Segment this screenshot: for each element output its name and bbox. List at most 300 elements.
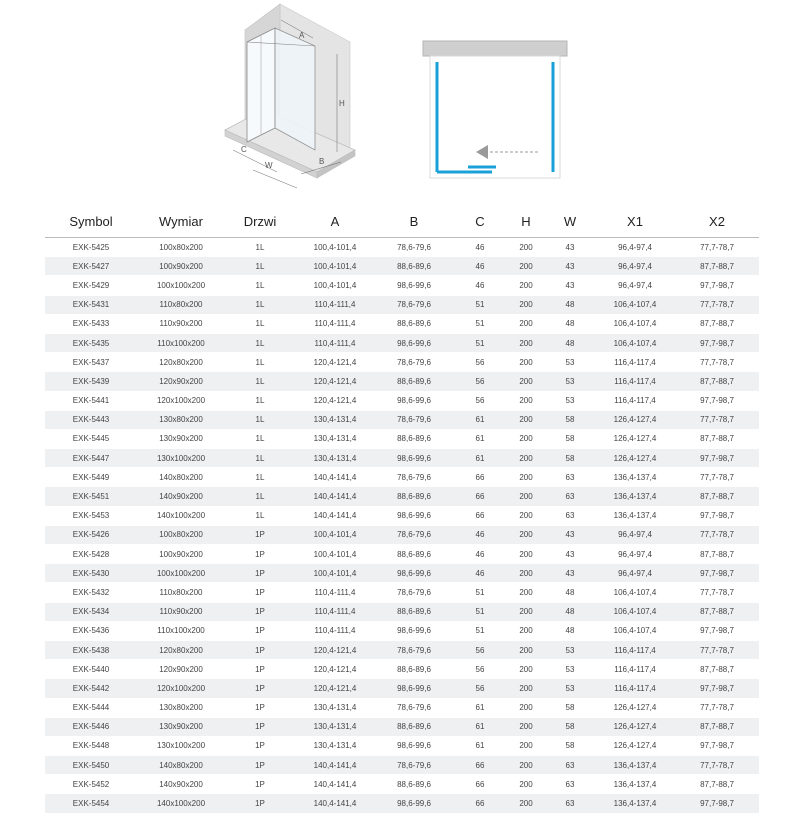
table-cell: 97,7-98,7 bbox=[675, 276, 759, 295]
table-cell: 53 bbox=[545, 679, 595, 698]
table-cell: 200 bbox=[507, 314, 545, 333]
table-cell: 66 bbox=[453, 756, 507, 775]
table-cell: 200 bbox=[507, 468, 545, 487]
table-cell: 110,4-111,4 bbox=[295, 314, 375, 333]
table-body bbox=[45, 238, 759, 814]
table-cell: 1P bbox=[225, 640, 295, 659]
table-cell: 1L bbox=[225, 391, 295, 410]
table-cell: 120x100x200 bbox=[137, 391, 225, 410]
table-cell: 98,6-99,6 bbox=[375, 794, 453, 813]
table-cell: 98,6-99,6 bbox=[375, 564, 453, 583]
table-cell: 200 bbox=[507, 257, 545, 276]
table-cell: 48 bbox=[545, 621, 595, 640]
table-cell: 136,4-137,4 bbox=[595, 794, 675, 813]
table-cell: 56 bbox=[453, 660, 507, 679]
table-cell: 140x100x200 bbox=[137, 506, 225, 525]
table-cell: 87,7-88,7 bbox=[675, 372, 759, 391]
table-cell: 1P bbox=[225, 660, 295, 679]
table-cell: 1P bbox=[225, 564, 295, 583]
table-cell: 140,4-141,4 bbox=[295, 487, 375, 506]
table-cell: 120x100x200 bbox=[137, 679, 225, 698]
table-row bbox=[45, 429, 759, 448]
table-cell: 56 bbox=[453, 391, 507, 410]
table-cell: 63 bbox=[545, 794, 595, 813]
table-cell: 98,6-99,6 bbox=[375, 333, 453, 352]
table-cell: 77,7-78,7 bbox=[675, 583, 759, 602]
table-cell: 96,4-97,4 bbox=[595, 545, 675, 564]
table-cell: EXK-5431 bbox=[45, 295, 137, 314]
table-cell: 1P bbox=[225, 775, 295, 794]
table-cell: 120,4-121,4 bbox=[295, 372, 375, 391]
specification-table bbox=[45, 205, 759, 814]
table-cell: 51 bbox=[453, 602, 507, 621]
table-cell: EXK-5442 bbox=[45, 679, 137, 698]
table-cell: 78,6-79,6 bbox=[375, 238, 453, 257]
table-cell: 106,4-107,4 bbox=[595, 602, 675, 621]
table-cell: 110x80x200 bbox=[137, 583, 225, 602]
table-cell: 140x80x200 bbox=[137, 756, 225, 775]
table-row bbox=[45, 506, 759, 525]
table-cell: 56 bbox=[453, 640, 507, 659]
table-cell: 78,6-79,6 bbox=[375, 525, 453, 544]
table-cell: 140x80x200 bbox=[137, 468, 225, 487]
table-cell: 126,4-127,4 bbox=[595, 736, 675, 755]
table-cell: 88,6-89,6 bbox=[375, 372, 453, 391]
table-cell: EXK-5450 bbox=[45, 756, 137, 775]
table-cell: EXK-5425 bbox=[45, 238, 137, 257]
table-cell: 78,6-79,6 bbox=[375, 583, 453, 602]
table-cell: 43 bbox=[545, 564, 595, 583]
table-row bbox=[45, 525, 759, 544]
table-cell: 200 bbox=[507, 640, 545, 659]
table-cell: 1P bbox=[225, 602, 295, 621]
table-cell: 46 bbox=[453, 545, 507, 564]
table-cell: 66 bbox=[453, 468, 507, 487]
table-cell: 56 bbox=[453, 679, 507, 698]
table-cell: 77,7-78,7 bbox=[675, 525, 759, 544]
table-cell: 200 bbox=[507, 564, 545, 583]
table-cell: 63 bbox=[545, 506, 595, 525]
table-cell: 130x90x200 bbox=[137, 717, 225, 736]
table-cell: 63 bbox=[545, 775, 595, 794]
table-cell: 100x90x200 bbox=[137, 257, 225, 276]
table-cell: 126,4-127,4 bbox=[595, 410, 675, 429]
table-row bbox=[45, 794, 759, 813]
table-cell: 1L bbox=[225, 487, 295, 506]
table-cell: 1L bbox=[225, 314, 295, 333]
table-cell: 48 bbox=[545, 314, 595, 333]
table-cell: EXK-5437 bbox=[45, 353, 137, 372]
table-cell: 200 bbox=[507, 660, 545, 679]
table-cell: 130,4-131,4 bbox=[295, 736, 375, 755]
table-cell: 98,6-99,6 bbox=[375, 736, 453, 755]
table-cell: 66 bbox=[453, 775, 507, 794]
table-cell: 110,4-111,4 bbox=[295, 621, 375, 640]
table-cell: 97,7-98,7 bbox=[675, 736, 759, 755]
table-cell: 1P bbox=[225, 794, 295, 813]
table-cell: 200 bbox=[507, 583, 545, 602]
table-cell: 88,6-89,6 bbox=[375, 487, 453, 506]
header-c: C bbox=[453, 205, 507, 238]
header-h: H bbox=[507, 205, 545, 238]
table-cell: 63 bbox=[545, 756, 595, 775]
table-row bbox=[45, 391, 759, 410]
table-row bbox=[45, 333, 759, 352]
table-cell: 58 bbox=[545, 429, 595, 448]
dim-label-a: A bbox=[299, 31, 305, 40]
table-cell: EXK-5443 bbox=[45, 410, 137, 429]
table-row bbox=[45, 602, 759, 621]
table-cell: 61 bbox=[453, 410, 507, 429]
table-cell: 120,4-121,4 bbox=[295, 660, 375, 679]
header-w: W bbox=[545, 205, 595, 238]
table-cell: 200 bbox=[507, 679, 545, 698]
table-cell: 66 bbox=[453, 794, 507, 813]
header-x2: X2 bbox=[675, 205, 759, 238]
table-cell: 120,4-121,4 bbox=[295, 679, 375, 698]
table-cell: 48 bbox=[545, 333, 595, 352]
table-cell: 140,4-141,4 bbox=[295, 775, 375, 794]
table-cell: EXK-5432 bbox=[45, 583, 137, 602]
table-cell: 46 bbox=[453, 238, 507, 257]
table-cell: 78,6-79,6 bbox=[375, 640, 453, 659]
table-cell: 200 bbox=[507, 353, 545, 372]
table-row bbox=[45, 545, 759, 564]
table-row bbox=[45, 640, 759, 659]
table-cell: 130x80x200 bbox=[137, 698, 225, 717]
table-cell: 126,4-127,4 bbox=[595, 429, 675, 448]
table-cell: 58 bbox=[545, 736, 595, 755]
table-cell: 63 bbox=[545, 487, 595, 506]
table-cell: 97,7-98,7 bbox=[675, 506, 759, 525]
table-cell: 200 bbox=[507, 794, 545, 813]
table-cell: 87,7-88,7 bbox=[675, 717, 759, 736]
table-cell: 110x100x200 bbox=[137, 621, 225, 640]
table-cell: 1L bbox=[225, 333, 295, 352]
table-row bbox=[45, 487, 759, 506]
table-cell: 88,6-89,6 bbox=[375, 314, 453, 333]
shower-3d-diagram bbox=[215, 2, 365, 194]
table-cell: EXK-5435 bbox=[45, 333, 137, 352]
table-cell: 88,6-89,6 bbox=[375, 660, 453, 679]
table-cell: 100,4-101,4 bbox=[295, 276, 375, 295]
table-row bbox=[45, 276, 759, 295]
table-cell: 106,4-107,4 bbox=[595, 583, 675, 602]
table-cell: 78,6-79,6 bbox=[375, 295, 453, 314]
table-cell: 140x100x200 bbox=[137, 794, 225, 813]
table-cell: 77,7-78,7 bbox=[675, 698, 759, 717]
table-cell: 78,6-79,6 bbox=[375, 756, 453, 775]
table-cell: 136,4-137,4 bbox=[595, 756, 675, 775]
table-cell: EXK-5439 bbox=[45, 372, 137, 391]
table-cell: 88,6-89,6 bbox=[375, 545, 453, 564]
table-cell: 1P bbox=[225, 525, 295, 544]
table-cell: 120x90x200 bbox=[137, 660, 225, 679]
table-cell: 116,4-117,4 bbox=[595, 660, 675, 679]
table-cell: 77,7-78,7 bbox=[675, 468, 759, 487]
table-cell: 120,4-121,4 bbox=[295, 640, 375, 659]
table-cell: 98,6-99,6 bbox=[375, 276, 453, 295]
table-cell: 1L bbox=[225, 257, 295, 276]
table-cell: EXK-5426 bbox=[45, 525, 137, 544]
table-cell: 110,4-111,4 bbox=[295, 602, 375, 621]
table-row bbox=[45, 295, 759, 314]
table-cell: 1L bbox=[225, 295, 295, 314]
table-cell: EXK-5434 bbox=[45, 602, 137, 621]
table-cell: 66 bbox=[453, 487, 507, 506]
table-cell: 200 bbox=[507, 717, 545, 736]
table-cell: 46 bbox=[453, 564, 507, 583]
table-cell: 130x90x200 bbox=[137, 429, 225, 448]
table-cell: 1P bbox=[225, 679, 295, 698]
table-cell: 116,4-117,4 bbox=[595, 640, 675, 659]
table-cell: 130,4-131,4 bbox=[295, 429, 375, 448]
table-cell: 130x80x200 bbox=[137, 410, 225, 429]
table-cell: 61 bbox=[453, 717, 507, 736]
table-cell: EXK-5446 bbox=[45, 717, 137, 736]
table-cell: EXK-5433 bbox=[45, 314, 137, 333]
table-cell: 110x80x200 bbox=[137, 295, 225, 314]
table-cell: 1L bbox=[225, 353, 295, 372]
table-cell: 96,4-97,4 bbox=[595, 276, 675, 295]
table-cell: 120x80x200 bbox=[137, 353, 225, 372]
table-row bbox=[45, 314, 759, 333]
table-cell: 100,4-101,4 bbox=[295, 238, 375, 257]
table-cell: 96,4-97,4 bbox=[595, 564, 675, 583]
table-cell: 120,4-121,4 bbox=[295, 391, 375, 410]
table-cell: 46 bbox=[453, 257, 507, 276]
table-row bbox=[45, 621, 759, 640]
dim-label-w: W bbox=[265, 161, 273, 170]
table-cell: 48 bbox=[545, 295, 595, 314]
table-cell: 116,4-117,4 bbox=[595, 391, 675, 410]
table-cell: EXK-5430 bbox=[45, 564, 137, 583]
table-row bbox=[45, 372, 759, 391]
table-cell: 78,6-79,6 bbox=[375, 353, 453, 372]
table-cell: 87,7-88,7 bbox=[675, 257, 759, 276]
table-cell: 110x90x200 bbox=[137, 602, 225, 621]
table-cell: 97,7-98,7 bbox=[675, 333, 759, 352]
header-x1: X1 bbox=[595, 205, 675, 238]
dim-label-h: H bbox=[339, 99, 345, 108]
table-cell: 1P bbox=[225, 583, 295, 602]
table-cell: 87,7-88,7 bbox=[675, 487, 759, 506]
table-row bbox=[45, 583, 759, 602]
table-row bbox=[45, 449, 759, 468]
table-cell: 97,7-98,7 bbox=[675, 391, 759, 410]
table-cell: 51 bbox=[453, 583, 507, 602]
table-cell: 98,6-99,6 bbox=[375, 621, 453, 640]
table-row bbox=[45, 238, 759, 257]
table-cell: 200 bbox=[507, 698, 545, 717]
table-cell: 100,4-101,4 bbox=[295, 545, 375, 564]
table-cell: EXK-5453 bbox=[45, 506, 137, 525]
table-cell: 200 bbox=[507, 391, 545, 410]
table-cell: 200 bbox=[507, 449, 545, 468]
table-cell: 77,7-78,7 bbox=[675, 238, 759, 257]
table-cell: 97,7-98,7 bbox=[675, 621, 759, 640]
table-cell: EXK-5428 bbox=[45, 545, 137, 564]
table-row bbox=[45, 698, 759, 717]
table-cell: 110x90x200 bbox=[137, 314, 225, 333]
dim-label-b: B bbox=[319, 157, 325, 166]
table-cell: 63 bbox=[545, 468, 595, 487]
table-cell: 87,7-88,7 bbox=[675, 314, 759, 333]
table-cell: 200 bbox=[507, 775, 545, 794]
table-cell: 1L bbox=[225, 468, 295, 487]
table-cell: EXK-5451 bbox=[45, 487, 137, 506]
table-cell: 200 bbox=[507, 756, 545, 775]
table-cell: 130,4-131,4 bbox=[295, 449, 375, 468]
table-cell: EXK-5449 bbox=[45, 468, 137, 487]
table-cell: 61 bbox=[453, 449, 507, 468]
table-row bbox=[45, 353, 759, 372]
table-cell: 136,4-137,4 bbox=[595, 468, 675, 487]
table-cell: 130,4-131,4 bbox=[295, 717, 375, 736]
table-cell: 66 bbox=[453, 506, 507, 525]
table-cell: 100x80x200 bbox=[137, 525, 225, 544]
table-cell: EXK-5448 bbox=[45, 736, 137, 755]
table-cell: 140x90x200 bbox=[137, 487, 225, 506]
table-cell: 140,4-141,4 bbox=[295, 756, 375, 775]
table-cell: 43 bbox=[545, 257, 595, 276]
table-cell: 1L bbox=[225, 238, 295, 257]
table-cell: 1L bbox=[225, 410, 295, 429]
table-cell: 200 bbox=[507, 333, 545, 352]
table-cell: 1L bbox=[225, 276, 295, 295]
table-cell: 53 bbox=[545, 640, 595, 659]
table-row bbox=[45, 660, 759, 679]
table-cell: 106,4-107,4 bbox=[595, 621, 675, 640]
table-cell: 1P bbox=[225, 545, 295, 564]
table-cell: 46 bbox=[453, 276, 507, 295]
table-cell: 200 bbox=[507, 238, 545, 257]
diagrams bbox=[0, 0, 800, 200]
table-cell: 58 bbox=[545, 449, 595, 468]
table-cell: EXK-5454 bbox=[45, 794, 137, 813]
table-cell: 53 bbox=[545, 372, 595, 391]
table-cell: 97,7-98,7 bbox=[675, 564, 759, 583]
table-cell: 51 bbox=[453, 621, 507, 640]
table-cell: 96,4-97,4 bbox=[595, 525, 675, 544]
table-cell: 87,7-88,7 bbox=[675, 602, 759, 621]
table-row bbox=[45, 756, 759, 775]
table-cell: 140x90x200 bbox=[137, 775, 225, 794]
table-cell: 106,4-107,4 bbox=[595, 314, 675, 333]
table-cell: 136,4-137,4 bbox=[595, 487, 675, 506]
table-cell: 136,4-137,4 bbox=[595, 506, 675, 525]
table-cell: 130x100x200 bbox=[137, 736, 225, 755]
table-row bbox=[45, 775, 759, 794]
table-row bbox=[45, 468, 759, 487]
table-cell: 53 bbox=[545, 353, 595, 372]
table-cell: EXK-5447 bbox=[45, 449, 137, 468]
table-cell: 116,4-117,4 bbox=[595, 679, 675, 698]
table-row bbox=[45, 736, 759, 755]
dim-label-c: C bbox=[241, 145, 247, 154]
table-cell: 98,6-99,6 bbox=[375, 449, 453, 468]
table-cell: 200 bbox=[507, 736, 545, 755]
table-cell: 77,7-78,7 bbox=[675, 640, 759, 659]
table-cell: 200 bbox=[507, 372, 545, 391]
table-cell: 46 bbox=[453, 525, 507, 544]
table-header-row bbox=[45, 205, 759, 238]
table-cell: 53 bbox=[545, 660, 595, 679]
table-cell: 58 bbox=[545, 717, 595, 736]
table-cell: 1P bbox=[225, 756, 295, 775]
table-cell: 51 bbox=[453, 314, 507, 333]
table-cell: 96,4-97,4 bbox=[595, 257, 675, 276]
table-cell: 43 bbox=[545, 525, 595, 544]
table-cell: 77,7-78,7 bbox=[675, 353, 759, 372]
table-cell: 56 bbox=[453, 353, 507, 372]
header-drzwi: Drzwi bbox=[225, 205, 295, 238]
table-cell: 100,4-101,4 bbox=[295, 525, 375, 544]
table-cell: 200 bbox=[507, 525, 545, 544]
table-cell: 130,4-131,4 bbox=[295, 410, 375, 429]
table-cell: 116,4-117,4 bbox=[595, 372, 675, 391]
table-cell: 200 bbox=[507, 276, 545, 295]
table-cell: 200 bbox=[507, 506, 545, 525]
table-cell: 120x80x200 bbox=[137, 640, 225, 659]
table-cell: 200 bbox=[507, 410, 545, 429]
table-cell: 97,7-98,7 bbox=[675, 794, 759, 813]
table-cell: 106,4-107,4 bbox=[595, 295, 675, 314]
table-cell: 200 bbox=[507, 487, 545, 506]
table-cell: 120,4-121,4 bbox=[295, 353, 375, 372]
table-cell: 200 bbox=[507, 429, 545, 448]
table-cell: 97,7-98,7 bbox=[675, 679, 759, 698]
table-cell: 100x100x200 bbox=[137, 276, 225, 295]
table-row bbox=[45, 257, 759, 276]
table-cell: 100x100x200 bbox=[137, 564, 225, 583]
table-cell: 100x90x200 bbox=[137, 545, 225, 564]
shower-top-view-diagram bbox=[420, 38, 570, 183]
table-cell: 61 bbox=[453, 698, 507, 717]
table-cell: 1L bbox=[225, 506, 295, 525]
table-row bbox=[45, 410, 759, 429]
table-cell: 126,4-127,4 bbox=[595, 698, 675, 717]
table-cell: 200 bbox=[507, 295, 545, 314]
table-cell: 61 bbox=[453, 736, 507, 755]
table-cell: EXK-5444 bbox=[45, 698, 137, 717]
table-cell: 1L bbox=[225, 449, 295, 468]
table-cell: 1L bbox=[225, 429, 295, 448]
table-cell: 100,4-101,4 bbox=[295, 257, 375, 276]
table-cell: 1P bbox=[225, 717, 295, 736]
table-cell: 78,6-79,6 bbox=[375, 468, 453, 487]
table-cell: 78,6-79,6 bbox=[375, 698, 453, 717]
header-a: A bbox=[295, 205, 375, 238]
table-cell: 56 bbox=[453, 372, 507, 391]
table-cell: 88,6-89,6 bbox=[375, 602, 453, 621]
table-cell: 43 bbox=[545, 238, 595, 257]
table-cell: 106,4-107,4 bbox=[595, 333, 675, 352]
table-cell: 98,6-99,6 bbox=[375, 679, 453, 698]
table-cell: 48 bbox=[545, 583, 595, 602]
table-cell: 200 bbox=[507, 545, 545, 564]
table-cell: 87,7-88,7 bbox=[675, 775, 759, 794]
table-cell: 130x100x200 bbox=[137, 449, 225, 468]
table-cell: 1L bbox=[225, 372, 295, 391]
table-cell: 97,7-98,7 bbox=[675, 449, 759, 468]
table-cell: 77,7-78,7 bbox=[675, 410, 759, 429]
table-cell: 88,6-89,6 bbox=[375, 775, 453, 794]
table-cell: 87,7-88,7 bbox=[675, 545, 759, 564]
table-cell: 100,4-101,4 bbox=[295, 564, 375, 583]
table-cell: 43 bbox=[545, 276, 595, 295]
table-cell: 120x90x200 bbox=[137, 372, 225, 391]
